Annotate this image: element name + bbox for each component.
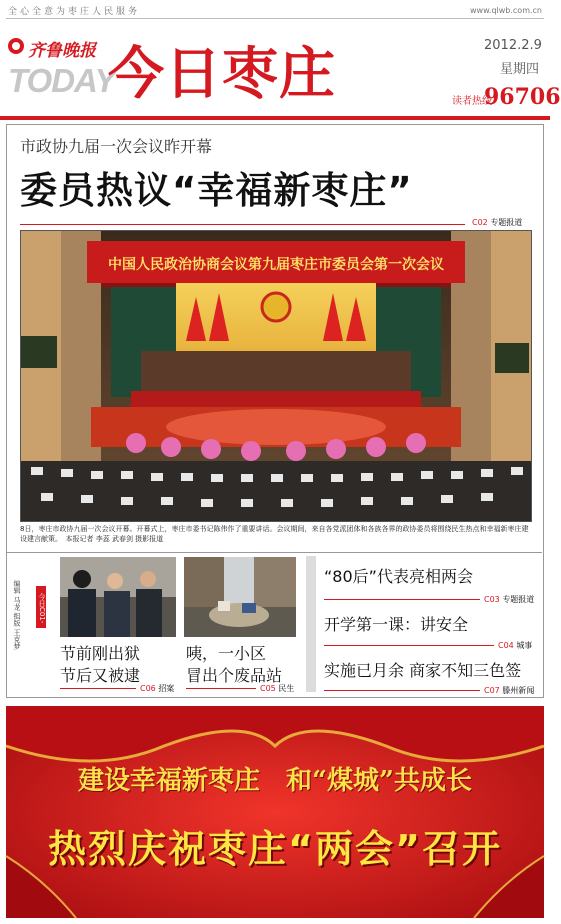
assembly-hall-photo[interactable] <box>20 230 532 522</box>
masthead-title: 今日枣庄 <box>108 42 336 107</box>
story2-ref-rule <box>186 688 256 689</box>
hall-illustration <box>21 231 531 521</box>
police-arrest-photo[interactable] <box>60 557 176 637</box>
paper-name: 齐鲁晚报 <box>28 41 96 61</box>
right-page-ref-3[interactable]: C07 滕州新闻 <box>484 686 535 695</box>
header-bar <box>0 116 550 120</box>
slogan: 全心全意为枣庄人民服务 <box>8 7 141 17</box>
photo-caption: 8日，枣庄市政协九届一次会议开幕。开幕式上，枣庄市委书记陈伟作了重要讲话。会议期间，来自各党派团体和各族各界的政协委员将围绕民生热点和幸福新枣庄建设建言献策。 本报记者 李蕊 武春剑 摄影报道 <box>20 525 529 543</box>
lower-section-rule <box>6 552 542 553</box>
right-ref-rule-3 <box>324 690 480 691</box>
logo-badge-icon <box>8 38 24 54</box>
issue-date: 2012.2.9 <box>484 38 542 53</box>
waste-station-photo[interactable] <box>184 557 296 637</box>
issue-pages-badge: 今日C01-C08版 <box>36 586 46 628</box>
story1-page-ref[interactable]: C06 招案 <box>140 684 175 693</box>
header-rule <box>6 18 544 19</box>
column-divider <box>306 556 316 692</box>
banner-background <box>6 706 544 918</box>
banner-slogan: 建设幸福新枣庄 和“煤城”共成长 <box>78 766 472 796</box>
waste-station-illustration <box>184 557 296 637</box>
lead-kicker[interactable]: 市政协九届一次会议昨开幕 <box>20 137 213 156</box>
right-ref-rule-2 <box>324 645 494 646</box>
issue-weekday: 星期四 <box>500 62 540 77</box>
staff-credits: 编辑 马龙 组版 王克梦 <box>13 580 21 650</box>
banner-celebration-title: 热烈庆祝枣庄“两会”召开 <box>48 827 502 871</box>
story-waste-station[interactable]: 咦，一小区 冒出个废品站 <box>186 644 283 685</box>
right-page-ref-2[interactable]: C04 城事 <box>498 641 533 650</box>
right-ref-rule-1 <box>324 599 480 600</box>
photo-banner-text: 中国人民政治协商会议第九届枣庄市委员会第一次会议 <box>108 257 444 273</box>
right-headline-80s-delegates[interactable]: “80后”代表亮相两会 <box>324 567 473 586</box>
today-logo-word: TODAY <box>8 62 116 99</box>
hotline-number: 96706 <box>484 84 561 110</box>
lead-page-ref[interactable]: C02 专题报道 <box>472 218 523 227</box>
hotline-label: 读者热线 <box>452 96 492 107</box>
right-headline-safety-class[interactable]: 开学第一课：讲安全 <box>324 615 469 634</box>
right-page-ref-1[interactable]: C03 专题报道 <box>484 595 535 604</box>
story1-ref-rule <box>60 688 136 689</box>
site-url[interactable]: www.qlwb.com.cn <box>470 6 542 15</box>
lead-ref-rule <box>20 224 465 225</box>
celebration-banner[interactable] <box>6 706 544 918</box>
right-headline-color-labels[interactable]: 实施已月余 商家不知三色签 <box>324 661 522 680</box>
police-illustration <box>60 557 176 637</box>
story-released-then-arrested[interactable]: 节前刚出狱 节后又被逮 <box>60 644 141 685</box>
lead-headline[interactable]: 委员热议“幸福新枣庄” <box>20 169 413 212</box>
story2-page-ref[interactable]: C05 民生 <box>260 684 295 693</box>
